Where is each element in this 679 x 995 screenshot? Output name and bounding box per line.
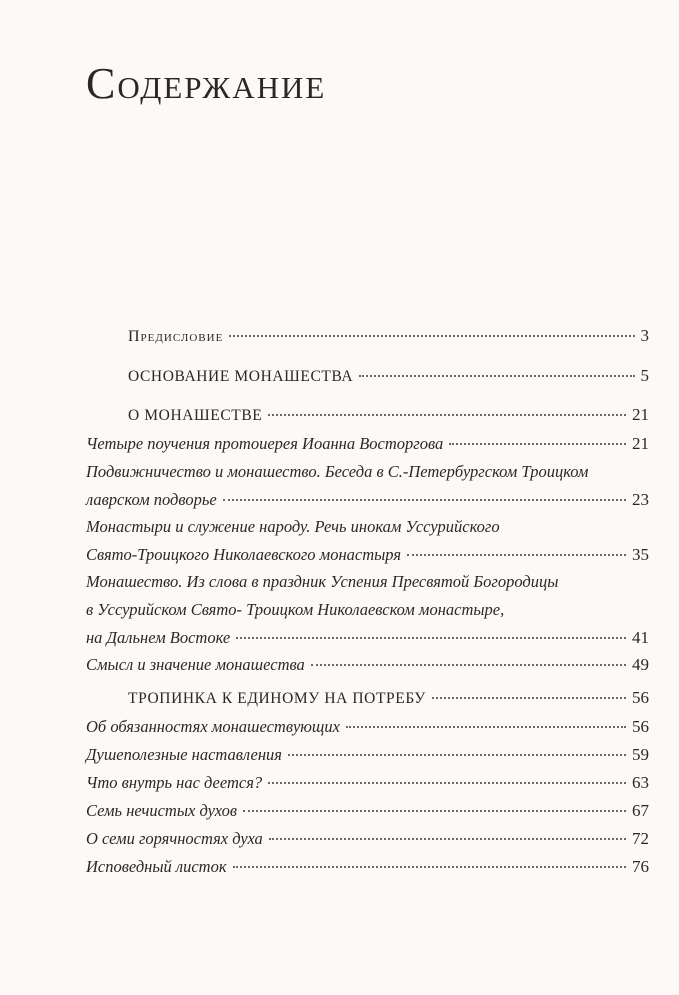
toc-entry-label: Об обязанностях монашествующих [86, 717, 340, 736]
toc-page-number: 23 [632, 490, 649, 509]
toc-entry-label: О МОНАШЕСТВЕ [128, 407, 263, 424]
dot-leader [243, 810, 626, 812]
toc-entry-confession[interactable] [86, 857, 649, 883]
page-title: Содержание [86, 59, 327, 108]
toc-entry-label: ОСНОВАНИЕ МОНАШЕСТВА [128, 368, 354, 385]
dot-leader [233, 866, 626, 868]
toc-page-number: 21 [632, 434, 649, 453]
toc-entry-instructions[interactable] [86, 745, 649, 771]
toc-page-number: 49 [632, 655, 649, 674]
toc-entry-asceticism[interactable] [86, 490, 649, 516]
toc-page-number: 35 [632, 545, 649, 564]
dot-leader [268, 782, 626, 784]
dot-leader [288, 754, 626, 756]
toc-entry-line: Подвижничество и монашество. Беседа в С.-Петербургском Троицком [86, 462, 589, 481]
dot-leader [359, 375, 634, 377]
dot-leader [407, 554, 626, 556]
dot-leader [268, 414, 626, 416]
toc-entry-monasteries[interactable] [86, 545, 649, 571]
dot-leader [432, 697, 626, 699]
toc-entry-label: Свято-Троицкого Николаевского монастыря [86, 545, 402, 564]
toc-entry-label: на Дальнем Востоке [86, 628, 231, 647]
toc-page-number: 5 [640, 366, 649, 385]
dot-leader [229, 335, 634, 337]
toc-entry-label: О семи горячностях духа [86, 829, 263, 848]
toc-entry-label: Душеполезные наставления [86, 745, 282, 764]
toc-entry-label: Смысл и значение монашества [86, 655, 305, 674]
toc-entry-monasticism-speech[interactable] [86, 628, 649, 654]
toc-entry-label: Семь нечистых духов [86, 801, 238, 820]
toc-entry-line: в Уссурийском Свято- Троицком Николаевском монастыре, [86, 600, 505, 619]
toc-entry-line: Монастыри и служение народу. Речь инокам Уссурийского [86, 517, 500, 536]
toc-page-number: 76 [632, 857, 649, 876]
toc-entry-path[interactable] [128, 688, 649, 714]
toc-page-number: 56 [632, 717, 649, 736]
dot-leader [269, 838, 626, 840]
dot-leader [223, 499, 626, 501]
toc-entry-seven-spirits[interactable] [86, 801, 649, 827]
toc-page-number: 63 [632, 773, 649, 792]
toc-page-number: 56 [632, 688, 649, 707]
toc-entry-label: лаврском подворье [86, 490, 217, 509]
dot-leader [236, 637, 626, 639]
dot-leader [311, 664, 626, 666]
toc-page-number: 41 [632, 628, 649, 647]
toc-entry-line: Монашество. Из слова в праздник Успения Пресвятой Богородицы [86, 572, 559, 591]
dot-leader [346, 726, 626, 728]
toc-entry-seven-passions[interactable] [86, 829, 649, 855]
toc-entry-four-sermons[interactable] [86, 434, 649, 460]
toc-entry-on-monasticism[interactable] [128, 405, 649, 431]
toc-page-number: 21 [632, 405, 649, 424]
toc-page-number: 72 [632, 829, 649, 848]
toc-entry-label: Четыре поучения протоиерея Иоанна Восторгова [86, 434, 444, 453]
toc-entry-inside[interactable] [86, 773, 649, 799]
toc-entry-label: Исповедный листок [86, 857, 227, 876]
toc-entry-meaning[interactable] [86, 655, 649, 681]
toc-entry-foundation[interactable] [128, 366, 649, 392]
dot-leader [449, 443, 626, 445]
toc-entry-preface[interactable] [128, 326, 649, 352]
toc-page-number: 59 [632, 745, 649, 764]
toc-entry-duties[interactable] [86, 717, 649, 743]
toc-entry-label: Что внутрь нас деется? [86, 773, 263, 792]
toc-page-number: 3 [640, 326, 649, 345]
toc-page-number: 67 [632, 801, 649, 820]
toc-entry-label: Предисловие [128, 328, 224, 345]
toc-entry-label: ТРОПИНКА К ЕДИНОМУ НА ПОТРЕБУ [128, 690, 426, 707]
